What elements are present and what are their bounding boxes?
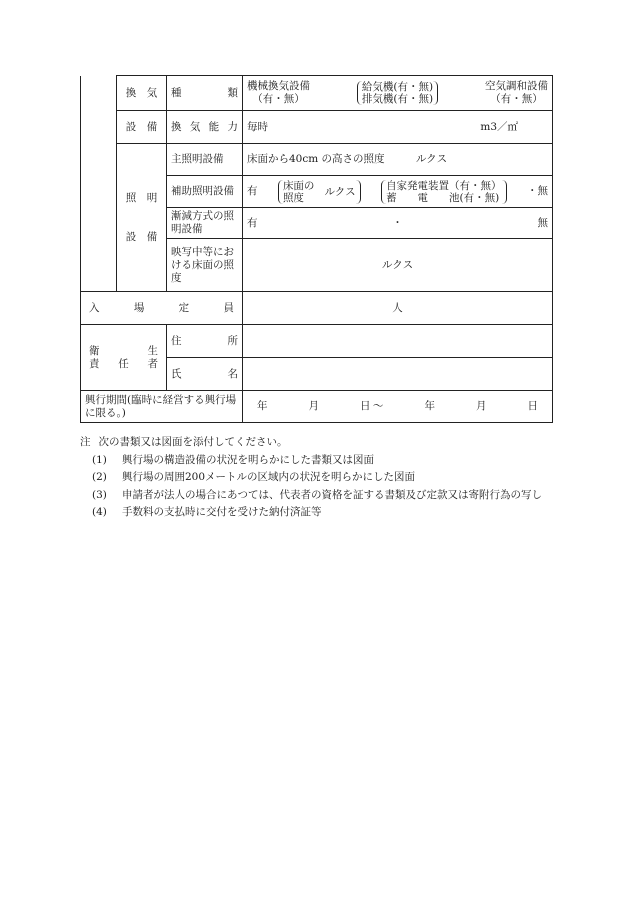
ac-label: 空気調和設備	[484, 80, 548, 92]
dimming-label: 漸減方式の照明設備	[167, 208, 243, 239]
aux-yes: 有	[247, 185, 258, 197]
projection-label: 映写中等における床面の照度	[167, 239, 243, 292]
notes-section	[80, 434, 560, 522]
ventilation-type-cell	[243, 76, 553, 111]
ventilation-capacity-cell	[243, 111, 553, 144]
lighting-label-cell	[117, 144, 167, 292]
address-label: 住 所	[167, 325, 243, 358]
ventilation-capacity-label: 換気能力	[167, 111, 243, 144]
sanitation-label-1: 衛 生	[89, 344, 158, 357]
supply-exhaust-bracket	[357, 81, 438, 105]
note-num: (1)	[92, 453, 107, 466]
note-text: 手数料の支払時に交付を受けた納付済証等	[122, 506, 322, 518]
mech-yn: （有・無）	[252, 93, 305, 105]
exhaust-fan: 排気機(有・無)	[361, 93, 434, 105]
address-value-cell	[243, 325, 553, 358]
name-value-cell	[243, 358, 553, 391]
capacity-label-cell	[81, 292, 243, 325]
note-num: (2)	[92, 471, 107, 483]
mech-label: 機械換気設備	[247, 80, 310, 92]
capacity-unit: 人	[392, 301, 403, 314]
capacity-cell	[243, 292, 553, 325]
notes-head-text: 次の書類又は図面を添付してください。	[98, 436, 288, 448]
air-conditioning	[485, 80, 548, 106]
note-item	[80, 469, 560, 487]
projection-unit: ルクス	[381, 258, 414, 271]
note-num: (3)	[92, 488, 107, 501]
ventilation-type-label: 種 類	[167, 76, 243, 111]
period-value: 年 月 日～ 年 月 日	[257, 400, 538, 412]
capacity-prefix: 毎時	[247, 120, 268, 133]
supply-fan: 給気機(有・無)	[361, 81, 434, 93]
aux-floor-1: 床面の	[282, 179, 315, 192]
left-merged-cell	[81, 76, 117, 292]
aux-battery: 蓄 電 池(有・無)	[386, 191, 500, 204]
aux-floor-2: 照度	[282, 191, 304, 204]
lighting-label-1: 照 明	[125, 191, 158, 204]
period-cell	[243, 391, 553, 423]
aux-none: ・無	[527, 185, 548, 197]
ac-yn: （有・無）	[490, 93, 543, 105]
aux-power-bracket	[381, 180, 507, 204]
aux-lux: ルクス	[324, 185, 356, 198]
aux-generator: 自家発電装置（有・無）	[386, 179, 502, 192]
main-lighting-value: 床面から40cm の高さの照度	[247, 153, 385, 165]
application-form-table	[80, 75, 553, 423]
note-item	[80, 487, 560, 505]
note-text: 興行場の周囲200メートルの区域内の状況を明らかにした図面	[122, 471, 416, 483]
notes-mark: 注	[80, 436, 91, 448]
note-text: 興行場の構造設備の状況を明らかにした書類又は図面	[122, 453, 374, 466]
dimming-no: 無	[537, 216, 548, 229]
aux-lighting-label: 補助照明設備	[167, 176, 243, 208]
sanitation-label-2: 責 任 者	[89, 357, 158, 370]
name-label: 氏 名	[167, 358, 243, 391]
note-item	[80, 504, 560, 522]
ventilation-label-1: 換 気	[117, 76, 167, 111]
projection-cell	[243, 239, 553, 292]
main-lighting-unit: ルクス	[415, 153, 448, 165]
capacity-label: 入 場 定 員	[89, 301, 234, 314]
notes-header	[80, 434, 560, 452]
mechanical-ventilation	[247, 80, 310, 106]
lighting-label-2: 設 備	[125, 230, 158, 243]
period-label: 興行期間(臨時に経営する興行場に限る。)	[81, 391, 243, 423]
dimming-dot: ・	[392, 216, 403, 229]
aux-lighting-cell	[243, 176, 553, 208]
dimming-cell	[243, 208, 553, 239]
main-lighting-label: 主照明設備	[167, 144, 243, 176]
note-num: (4)	[92, 506, 107, 518]
note-item	[80, 452, 560, 470]
note-text: 申請者が法人の場合にあつては、代表者の資格を証する書類及び定款又は寄附行為の写し	[122, 488, 542, 501]
capacity-unit: m3／㎡	[480, 120, 518, 133]
main-lighting-cell	[243, 144, 553, 176]
sanitation-label-cell	[81, 325, 167, 391]
dimming-yes: 有	[247, 216, 258, 229]
ventilation-label-2: 設 備	[117, 111, 167, 144]
aux-floor-bracket	[278, 180, 361, 204]
